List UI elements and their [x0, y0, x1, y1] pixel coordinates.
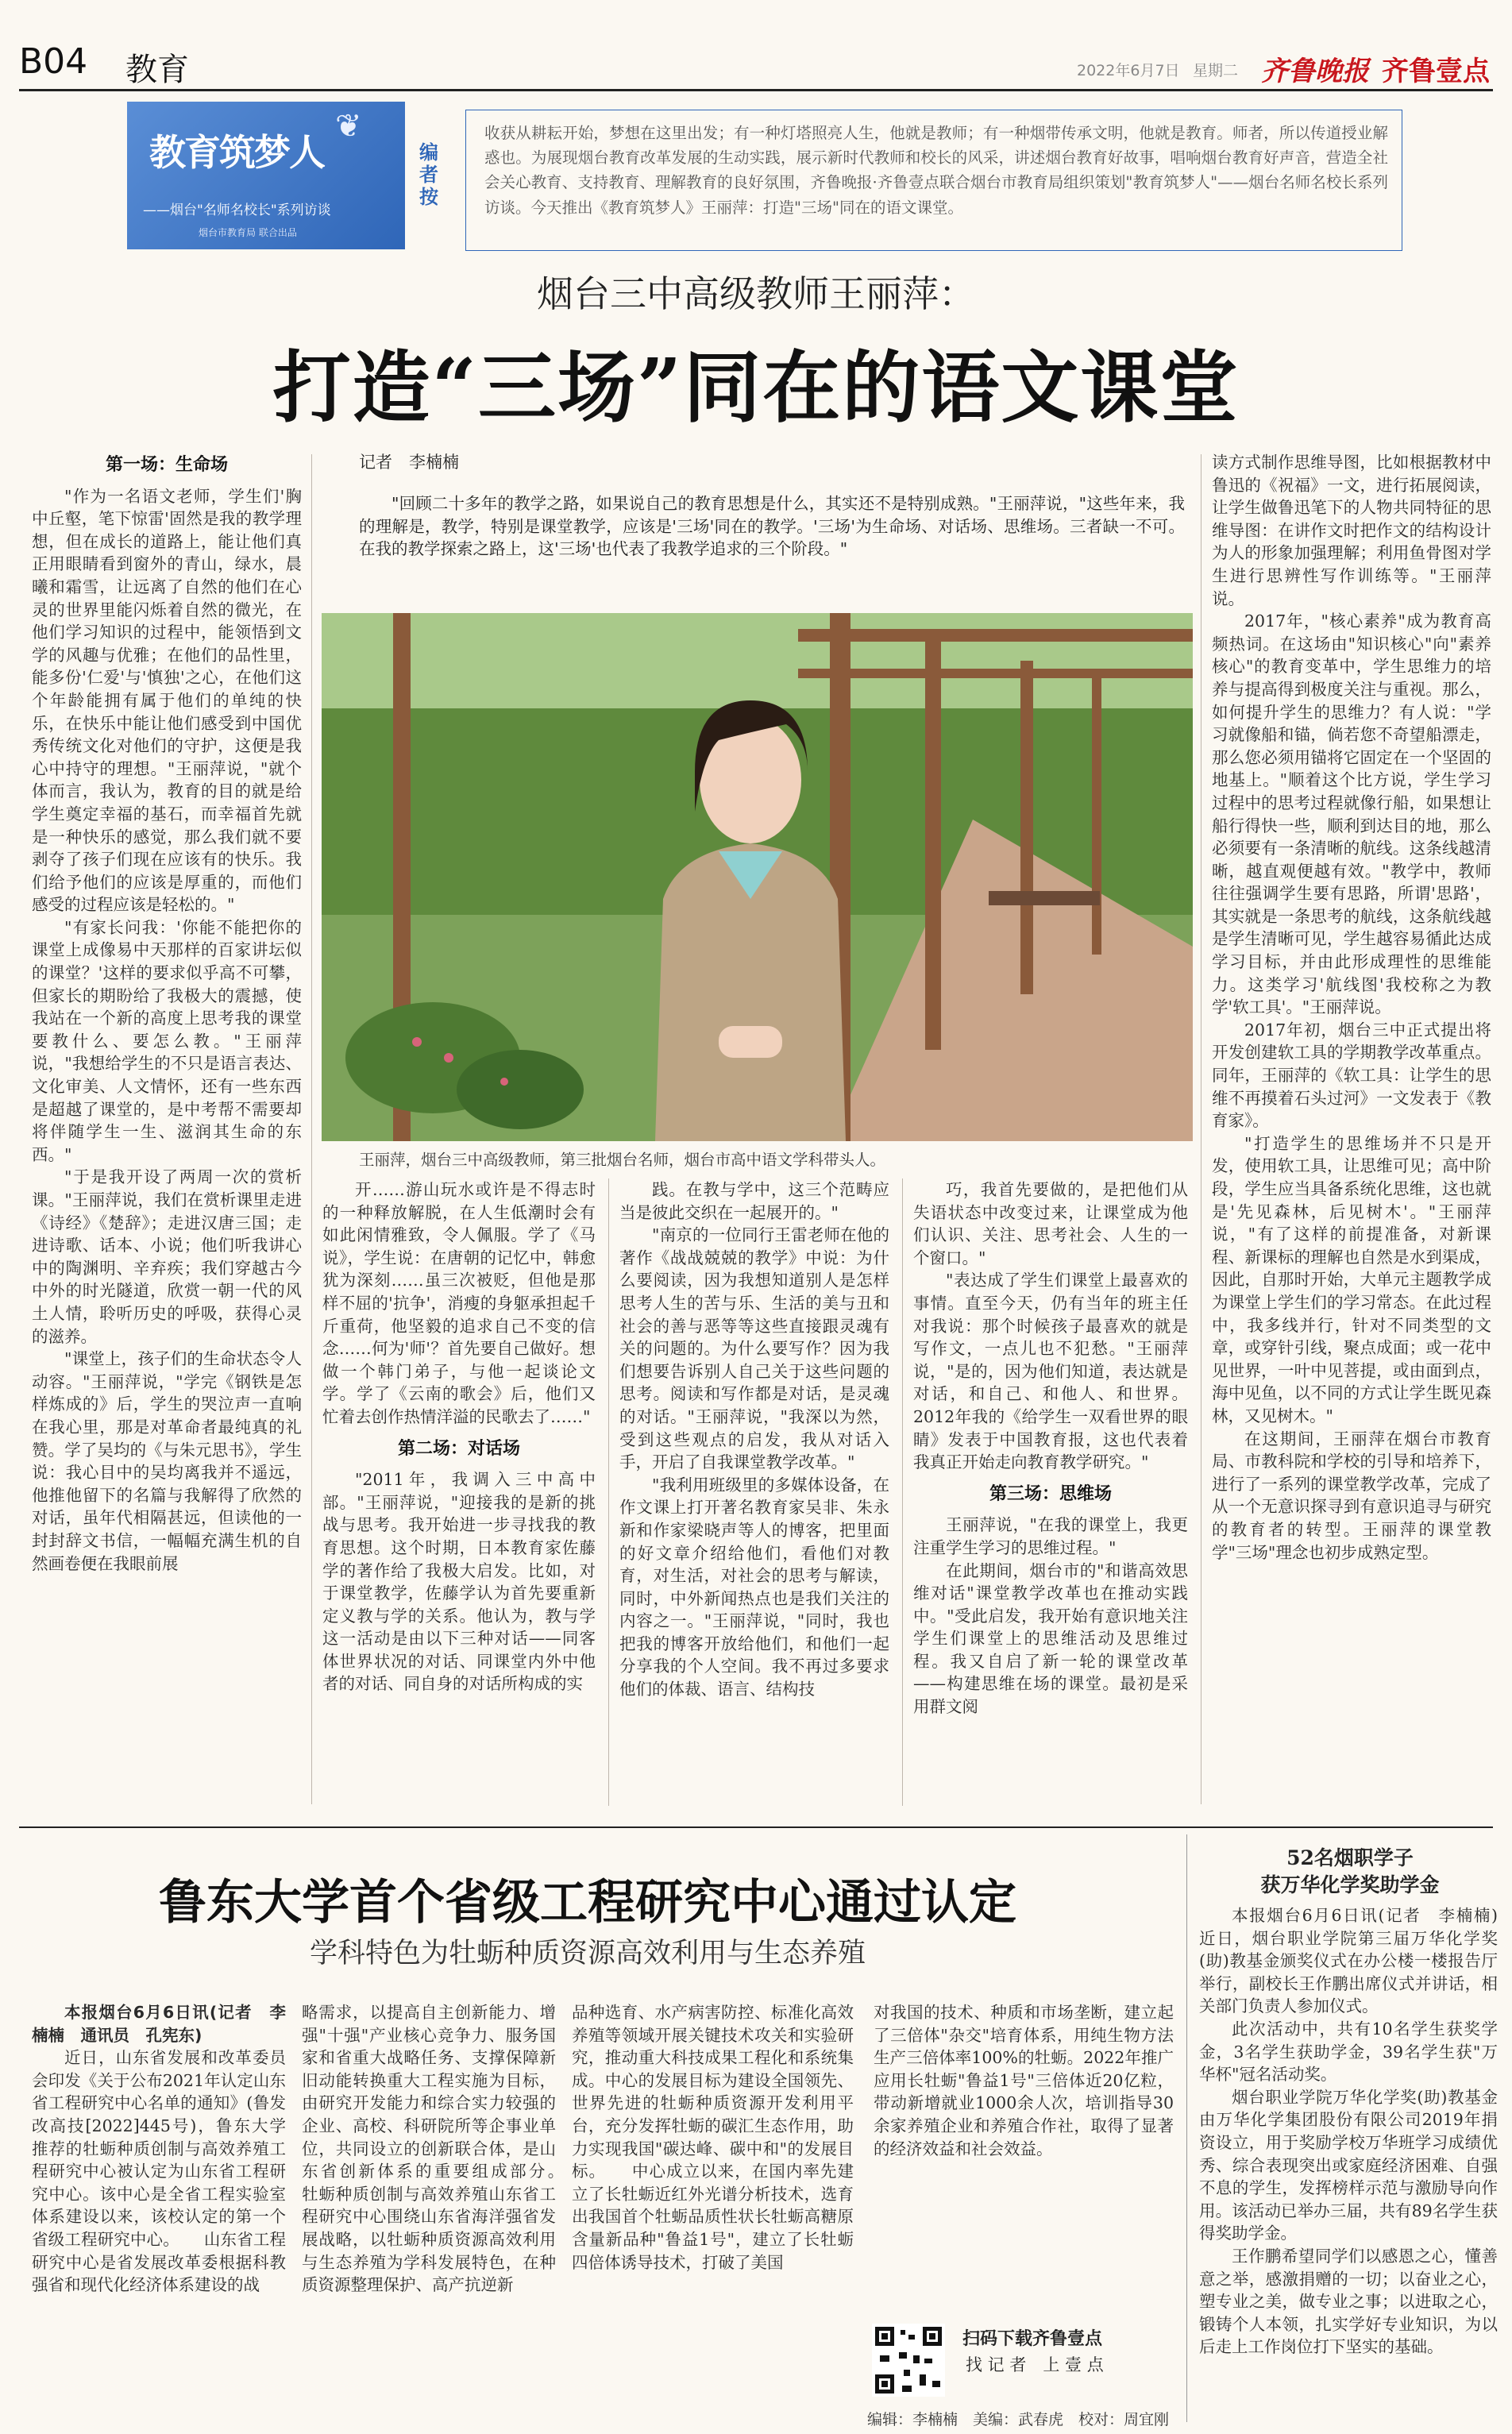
article-lead [359, 492, 1185, 561]
lead-paragraph: "回顾二十多年的教学之路，如果说自己的教育思想是什么，其实还不是特别成熟。"王丽萍说，"这些年来，我的理解是，教学，特别是课堂教学，应该是'三场'同在的教学。'三场'为生命场、对话场、思维场。三者缺一不可。在我的教学探索之路上，这'三场'也代表了我教学追求的三个阶段。" [359, 494, 1185, 559]
paragraph: "有家长问我：'你能不能把你的课堂上成像易中天那样的百家讲坛似的课堂？'这样的要求似乎高不可攀，但家长的期盼给了我极大的震撼，使我站在一个新的高度上思考我的课堂要教什么、要怎么教。"王丽萍说，"我想给学生的不只是语言表达、文化审美、人文情怀，还有一些东西是超越了课堂的，是中考帮不需要却将伴随学生一生、滋润其生命的东西。" [32, 917, 302, 1164]
paragraph: "于是我开设了两周一次的赏析课。"王丽萍说，我们在赏析课里走进《诗经》《楚辞》；走进汉唐三国；走进诗歌、话本、小说；他们听我讲心中的陶渊明、辛弃疾；我们穿越古今中外的时光隧道，欣赏一朝一代的风土人情，聆听历史的呼吸，获得心灵的滋养。 [32, 1167, 302, 1346]
editorial-credits: 编辑：李楠楠 美编：武春虎 校对：周宜刚 [867, 2411, 1170, 2428]
bottom-column-2 [302, 2001, 556, 2422]
banner-title: 教育筑梦人 [149, 131, 324, 174]
paragraph: "南京的一位同行王雷老师在他的著作《战战兢兢的教学》中说：为什么要阅读，因为我想知道别人是怎样思考人生的苦与乐、生活的美与丑和社会的善与恶等等这些直接跟灵魂有关的问题的。为什么要写作？因为我们想要告诉别人自己关于这些问题的思考。阅读和写作都是对话，是灵魂的对话。"王丽萍说，"我深以为然，受到这些观点的启发，我从对话入手，开启了自我课堂教学改革。" [619, 1225, 889, 1472]
bottom-column-4 [874, 2001, 1174, 2311]
paragraph: "表达成了学生们课堂上最喜欢的事情。直至今天，仍有当年的班主任对我说：那个时候孩子最喜欢的就是写作文，一点儿也不犯愁。"王丽萍说，"是的，因为他们知道，表达就是对话，和自己、和他人、和世界。2012年我的《给学生一双看世界的眼睛》发表于中国教育报，这也代表着我真正开始走向教育教学研究。" [913, 1271, 1188, 1472]
article-column-1 [32, 454, 302, 1812]
bottom-headline: 鲁东大学首个省级工程研究中心通过认定 [159, 1875, 1016, 1931]
qr-code[interactable] [872, 2324, 945, 2397]
article-column-2 [322, 1178, 596, 1814]
paragraph: 读方式制作思维导图，比如根据教材中鲁迅的《祝福》一文，进行拓展阅读，让学生做鲁迅笔下的人物共同特征的思维导图：在讲作文时把作文的结构设计为人的形象加强理解；利用鱼骨图对学生进行思辨性写作训练等。"王丽萍说。 [1212, 453, 1491, 608]
side-article-body [1199, 1904, 1498, 2422]
paragraph: 2017年初，烟台三中正式提出将开发创建软工具的学期教学改革重点。同年，王丽萍的《软工具：让学生的思维不再摸着石头过河》一文发表于《教育家》。 [1212, 1020, 1491, 1131]
qr-label: 扫码下载齐鲁壹点 [962, 2329, 1103, 2349]
banner-footer: 烟台市教育局 联合出品 [199, 227, 297, 238]
column-divider [1201, 454, 1202, 1804]
section-heading-3: 第三场：思维场 [989, 1483, 1112, 1504]
article-kicker: 烟台三中高级教师王丽萍： [537, 272, 975, 315]
banner-subtitle: ——烟台"名师名校长"系列访谈 [143, 203, 331, 218]
qr-sublabel: 找 记 者 上 壹 点 [966, 2355, 1104, 2374]
column-divider [1186, 1834, 1187, 2422]
column-divider [902, 1178, 903, 1806]
paragraph: 对我国的技术、种质和市场垄断，建立起了三倍体"杂交"培育体系，用纯生物方法生产三倍体率100%的牡蛎。2022年推广应用长牡蛎"鲁益1号"三倍体近20亿粒，带动新增就业1000余人次，培训指导30余家养殖企业和养殖合作社，取得了显著的经济效益和社会效益。 [874, 2003, 1174, 2158]
paragraph: 开……游山玩水或许是不得志时的一种释放解脱，在人生低潮时会有如此闲情雅致，令人佩服。学了《马说》，学生说：在唐朝的记忆中，韩愈犹为深刻……虽三次被贬，但他是那样不屈的'抗争'，消瘦的身躯承担起千斤重荷，他坚毅的追求自己不变的信念……何为'师'？首先要自己做好。想做一个韩门弟子，与他一起谈论文学。学了《云南的歌会》后，他们又忙着去创作热情洋溢的民歌去了……" [322, 1180, 596, 1426]
editor-note-label: 编者按 [419, 141, 438, 208]
paragraph: 王作鹏希望同学们以感恩之心，懂善意之举，感激捐赠的一切；以奋业之心，塑专业之美，做专业之事；以进取之心，锻铸个人本领，扎实学好专业知识，为以后走上工作岗位打下坚实的基础。 [1199, 2246, 1498, 2357]
qr-code-icon [872, 2324, 945, 2397]
article-column-5 [1212, 451, 1491, 1814]
header-rule [19, 89, 1493, 91]
photo-caption: 王丽萍，烟台三中高级教师，第三批烟台名师，烟台市高中语文学科带头人。 [359, 1151, 886, 1169]
side-headline-line1: 52名烟职学子 [1286, 1846, 1414, 1869]
column-divider [608, 1178, 609, 1806]
paragraph: "2011年，我调入三中高中部。"王丽萍说，"迎接我的是新的挑战与思考。我开始进一步寻找我的教育思想。这个时期，日本教育家佐藤学的著作给了我极大启发。比如，对于课堂教学，佐藤学认为首先要重新定义教与学的关系。他认为，教与学这一活动是由以下三种对话——同客体世界状况的对话、同课堂内外中他者的对话、同自身的对话所构成的实 [322, 1470, 596, 1694]
app-logo: 齐鲁壹点 [1382, 56, 1490, 87]
newspaper-logo: 齐鲁晚报 [1261, 56, 1369, 87]
bottom-byline: 本报烟台6月6日讯(记者 李楠楠 通讯员 孔宪东) [32, 2003, 286, 2045]
paragraph: "课堂上，孩子们的生命状态令人动容。"王丽萍说，"学完《钢铁是怎样炼成的》后，学生的哭泣声一直响在我心里，那是对革命者最纯真的礼赞。学了吴均的《与朱元思书》，学生说：我心目中的吴均离我并不遥远，他推他留下的名篇与我解得了欣然的对话，虽年代相隔甚远，但读他的一封封辞文书信，一幅幅充满生机的自然画卷便在我眼前展 [32, 1349, 302, 1573]
column-divider [311, 454, 312, 1804]
paragraph: 王丽萍说，"在我的课堂上，我更注重学生学习的思维过程。" [913, 1515, 1188, 1557]
bottom-subheadline: 学科特色为牡蛎种质资源高效利用与生态养殖 [309, 1938, 866, 1969]
paragraph: 略需求，以提高自主创新能力、增强"十强"产业核心竞争力、服务国家和省重大战略任务、支撑保障新旧动能转换重大工程实施为目标，由研究开发能力和综合实力较强的企业、高校、科研院所等企事业单位，共同设立的创新联合体，是山东省创新体系的重要组成部分。 牡蛎种质创制与高效养殖山东省工程研究中心围绕山东省海洋强省发展战略，以牡蛎种质资源高效利用与生态养殖为学科发展特色，在种质资源整理保护、高产抗逆新 [302, 2003, 556, 2295]
paragraph: 在这期间，王丽萍在烟台市教育局、市教科院和学校的引导和培养下，进行了一系列的课堂教学改革，完成了从一个无意识探寻到有意识追寻与研究的教育者的转型。王丽萍的课堂教学"三场"理念也初步成熟定型。 [1212, 1429, 1491, 1562]
paragraph: 烟台职业学院万华化学奖(助)教基金由万华化学集团股份有限公司2019年捐资设立，用于奖励学校万华班学习成绩优秀、综合表现突出或家庭经济困难、自强不息的学生，发挥榜样示范与激励导向作用。该活动已举办三届，共有89名学生获得奖助学金。 [1199, 2087, 1498, 2243]
issue-date: 2022年6月7日 [1077, 62, 1180, 79]
article-column-4 [913, 1178, 1188, 1814]
section-heading-2: 第二场：对话场 [397, 1438, 520, 1459]
paragraph: 品种选育、水产病害防控、标准化高效养殖等领域开展关键技术攻关和实验研究，推动重大科技成果工程化和系统集成。中心的发展目标为建设全国领先、世界先进的牡蛎种质资源开发利用平台，充分发挥牡蛎的碳汇生态作用，助力实现我国"碳达峰、碳中和"的发展目标。 中心成立以来，在国内率先建立了长牡蛎近红外光谱分析技术，选育出我国首个牡蛎品质性状长牡蛎高糖原含量新品种"鲁益1号"，建立了长牡蛎四倍体诱导技术，打破了美国 [572, 2003, 854, 2272]
paragraph: 2017年，"核心素养"成为教育高频热词。在这场由"知识核心"向"素养核心"的教育变革中，学生思维力的培养与提高得到极度关注与重视。那么，如何提升学生的思维力？有人说："学习就像船和锚，倘若您不奇望船漂走，那么您必须用锚将它固定在一个坚固的地基上。"顺着这个比方说，学生学习过程中的思考过程就像行船，如果想让船行得快一些，顺利到达目的地，那么必须要有一条清晰的航线。这条线越清晰，越直观便越有效。"教学中，教师往往强调学生要有思路，所谓'思路'，其实就是一条思考的航线，这条航线越是学生清晰可见，学生越容易循此达成学习目标，并由此形成理性的思维能力。这类学习'航线图'我校称之为教学'软工具'。"王丽萍说。 [1212, 611, 1491, 1017]
bottom-column-3 [572, 2001, 854, 2422]
wings-icon: ❦ [335, 108, 362, 145]
section-title: 教育 [125, 52, 189, 88]
paragraph: 本报烟台6月6日讯(记者 李楠楠) 近日，烟台职业学院第三届万华化学奖(助)教基金颁奖仪式在办公楼一楼报告厅举行，副校长王作鹏出席仪式并讲话，相关部门负责人参加仪式。 [1199, 1906, 1498, 2016]
article-byline: 记者 李楠楠 [359, 453, 459, 472]
series-banner [127, 102, 405, 249]
paragraph: 在此期间，烟台市的"和谐高效思维对话"课堂教学改革也在推动实践中。"受此启发，我开始有意识地关注学生们课堂上的思维活动及思维过程。我又自启了新一轮的课堂改革——构建思维在场的课堂。最初是采用群文阅 [913, 1560, 1188, 1717]
issue-weekday: 星期二 [1193, 62, 1239, 79]
side-headline-line2: 获万华化学奖助学金 [1260, 1873, 1440, 1896]
article-column-3 [619, 1178, 889, 1814]
paragraph: 近日，山东省发展和改革委员会印发《关于公布2021年认定山东省工程研究中心名单的通知》(鲁发改高技[2022]445号)，鲁东大学推荐的牡蛎种质创制与高效养殖工程研究中心被认定为山东省工程研究中心。该中心是全省工程实验室体系建设以来，该校认定的第一个省级工程研究中心。 山东省工程研究中心是省发展改革委根据科教强省和现代化经济体系建设的战 [32, 2048, 286, 2295]
section-separator [19, 1826, 1493, 1828]
page-number: B04 [19, 41, 88, 82]
paragraph: 巧，我首先要做的，是把他们从失语状态中改变过来，让课堂成为他们认识、关注、思考社会、人生的一个窗口。" [913, 1180, 1188, 1267]
paragraph: "作为一名语文老师，学生们'胸中丘壑，笔下惊雷'固然是我的教学理想，但在成长的道路上，能让他们真正用眼睛看到窗外的青山，绿水，晨曦和霜雪，让远离了自然的他们在心灵的世界里能闪烁着自然的微光，在他们学习知识的过程中，能领悟到文学的风趣与优雅；在他们的品性里，能多份'仁爱'与'慎独'之心，在他们这个年龄能拥有属于他们的单纯的快乐，在快乐中能让他们感受到中国优秀传统文化对他们的守护，这便是我心中持守的理想。"王丽萍说，"就个体而言，我认为，教育的目的就是给学生奠定幸福的基石，而幸福首先就是一种快乐的感觉，那么我们就不要剥夺了孩子们现在应该有的快乐。我们给予他们的应该是厚重的，而他们感受的过程应该是轻松的。" [32, 486, 302, 915]
paragraph: 此次活动中，共有10名学生获奖学金，3名学生获助学金，39名学生获"万华杯"冠名活动奖。 [1199, 2019, 1498, 2085]
paragraph: "我利用班级里的多媒体设备，在作文课上打开著名教育家吴非、朱永新和作家梁晓声等人的博客，把里面的好文章介绍给他们，看他们对教育，对生活，对社会的思考与解读，同时，中外新闻热点也是我们关注的内容之一。"王丽萍说，"同时，我也把我的博客开放给他们，和他们一起分享我的个人空间。我不再过多要求他们的体裁、语言、结构技 [619, 1475, 889, 1699]
section-heading-1: 第一场：生命场 [105, 455, 228, 475]
article-headline: 打造“三场”同在的语文课堂 [272, 342, 1240, 434]
paragraph: 践。在教与学中，这三个范畴应当是彼此交织在一起展开的。" [619, 1180, 889, 1222]
photo-illustration [322, 613, 1193, 1141]
bottom-column-1 [32, 2001, 286, 2422]
editor-note-text: 收获从耕耘开始，梦想在这里出发；有一种灯塔照亮人生，他就是教师；有一种烟带传承文明，他就是教育。师者，所以传道授业解惑也。为展现烟台教育改革发展的生动实践，展示新时代教师和校长的风采，讲述烟台教育好故事，唱响烟台教育好声音，营造全社会关心教育、支持教育、理解教育的良好氛围，齐鲁晚报·齐鲁壹点联合烟台市教育局组织策划"教育筑梦人"——烟台名师名校长系列访谈。今天推出《教育筑梦人》王丽萍：打造"三场"同在的语文课堂。 [484, 124, 1388, 217]
paragraph: "打造学生的思维场并不只是开发，使用软工具，让思维可见；高中阶段，学生应当具备系统化思维，这也就是'先见森林，后见树木'。"王丽萍说，"有了这样的前提准备，对新课程、新课标的理解也自然是水到渠成，因此，自那时开始，大单元主题教学成为课堂上学生们的学习常态。在此过程中，我多线并行，针对不同类型的文章，或穿针引线，聚点成面；或一花中见世界，一叶中见菩提，或由面到点，海中见鱼，以不同的方式让学生既见森林，又见树木。" [1212, 1133, 1491, 1425]
portrait-photo [322, 613, 1193, 1141]
